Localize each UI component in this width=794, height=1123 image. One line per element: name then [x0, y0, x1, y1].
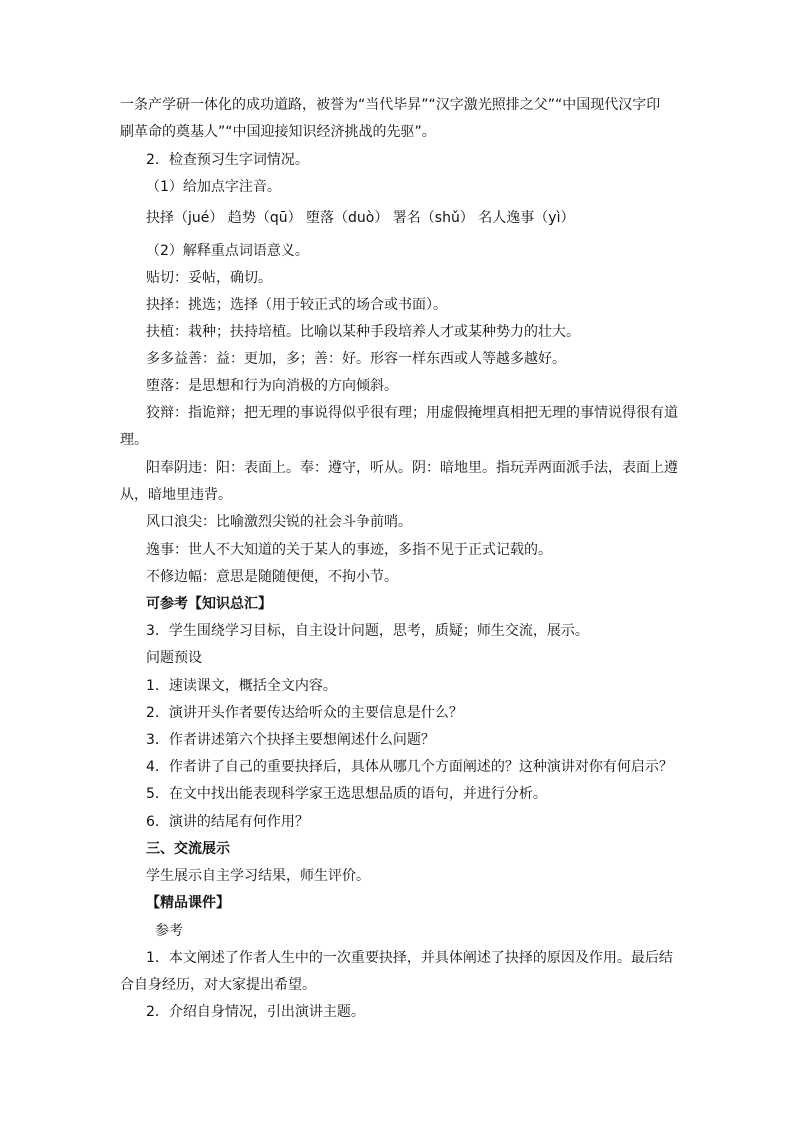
section-heading: 【精品课件】 [146, 895, 230, 911]
text-line: 6．演讲的结尾有何作用？ [146, 814, 309, 830]
text-line: 学生展示自主学习结果，师生评价。 [146, 868, 370, 884]
text-line: 抉择（jué） 趋势（qū） 堕落（duò） 署名（shǔ） 名人逸事（yì） [146, 210, 575, 226]
text-line: 逸事：世人不大知道的关于某人的事迹，多指不见于正式记载的。 [146, 542, 552, 558]
text-line: 2．介绍自身情况，引出演讲主题。 [146, 1004, 365, 1020]
text-line: 3．学生围绕学习目标，自主设计问题，思考，质疑；师生交流，展示。 [146, 623, 589, 639]
text-line: 堕落：是思想和行为向消极的方向倾斜。 [146, 378, 398, 394]
text-line: 2．演讲开头作者要传达给听众的主要信息是什么？ [146, 705, 463, 721]
text-line: 多多益善：益：更加，多；善：好。形容一样东西或人等越多越好。 [146, 351, 566, 367]
text-line: 抉择：挑选；选择（用于较正式的场合或书面）。 [146, 297, 447, 313]
text-line: 从，暗地里违背。 [120, 487, 232, 503]
text-line: 2．检查预习生字词情况。 [146, 152, 309, 168]
text-line: 1．速读课文，概括全文内容。 [146, 678, 337, 694]
text-line: 问题预设 [146, 650, 202, 666]
text-line: 4．作者讲了自己的重要抉择后，具体从哪几个方面阐述的？这种演讲对你有何启示？ [146, 759, 673, 775]
text-line: 刷革命的奠基人”“中国迎接知识经济挑战的先驱”。 [120, 124, 436, 140]
text-line: 风口浪尖：比喻激烈尖锐的社会斗争前哨。 [146, 514, 412, 530]
section-heading: 三、交流展示 [146, 841, 230, 857]
text-line: 理。 [120, 432, 148, 448]
text-line: （1）给加点字注音。 [146, 179, 281, 195]
text-line: 1．本文阐述了作者人生中的一次重要抉择，并具体阐述了抉择的原因及作用。最后结 [146, 950, 673, 966]
text-line: （2）解释重点词语意义。 [146, 243, 309, 259]
text-line: 狡辩：指诡辩；把无理的事说得似乎很有理；用虚假掩埋真相把无理的事情说得很有道 [146, 405, 678, 421]
text-line: 贴切：妥帖，确切。 [146, 270, 272, 286]
text-line: 合自身经历，对大家提出希望。 [120, 977, 316, 993]
text-line: 参考 [155, 923, 183, 939]
section-label: 可参考【知识总汇】 [146, 596, 272, 612]
text-line: 阳奉阴违：阳：表面上。奉：遵守，听从。阴：暗地里。指玩弄两面派手法，表面上遵 [146, 460, 678, 476]
text-line: 5．在文中找出能表现科学家王选思想品质的语句，并进行分析。 [146, 786, 547, 802]
text-line: 扶植：栽种；扶持培植。比喻以某种手段培养人才或某种势力的壮大。 [146, 324, 580, 340]
text-line: 不修边幅：意思是随随便便，不拘小节。 [146, 569, 398, 585]
text-line: 一条产学研一体化的成功道路，被誉为“当代毕昇”“汉字激光照排之父”“中国现代汉字印 [120, 97, 661, 113]
text-line: 3．作者讲述第六个抉择主要想阐述什么问题？ [146, 732, 435, 748]
